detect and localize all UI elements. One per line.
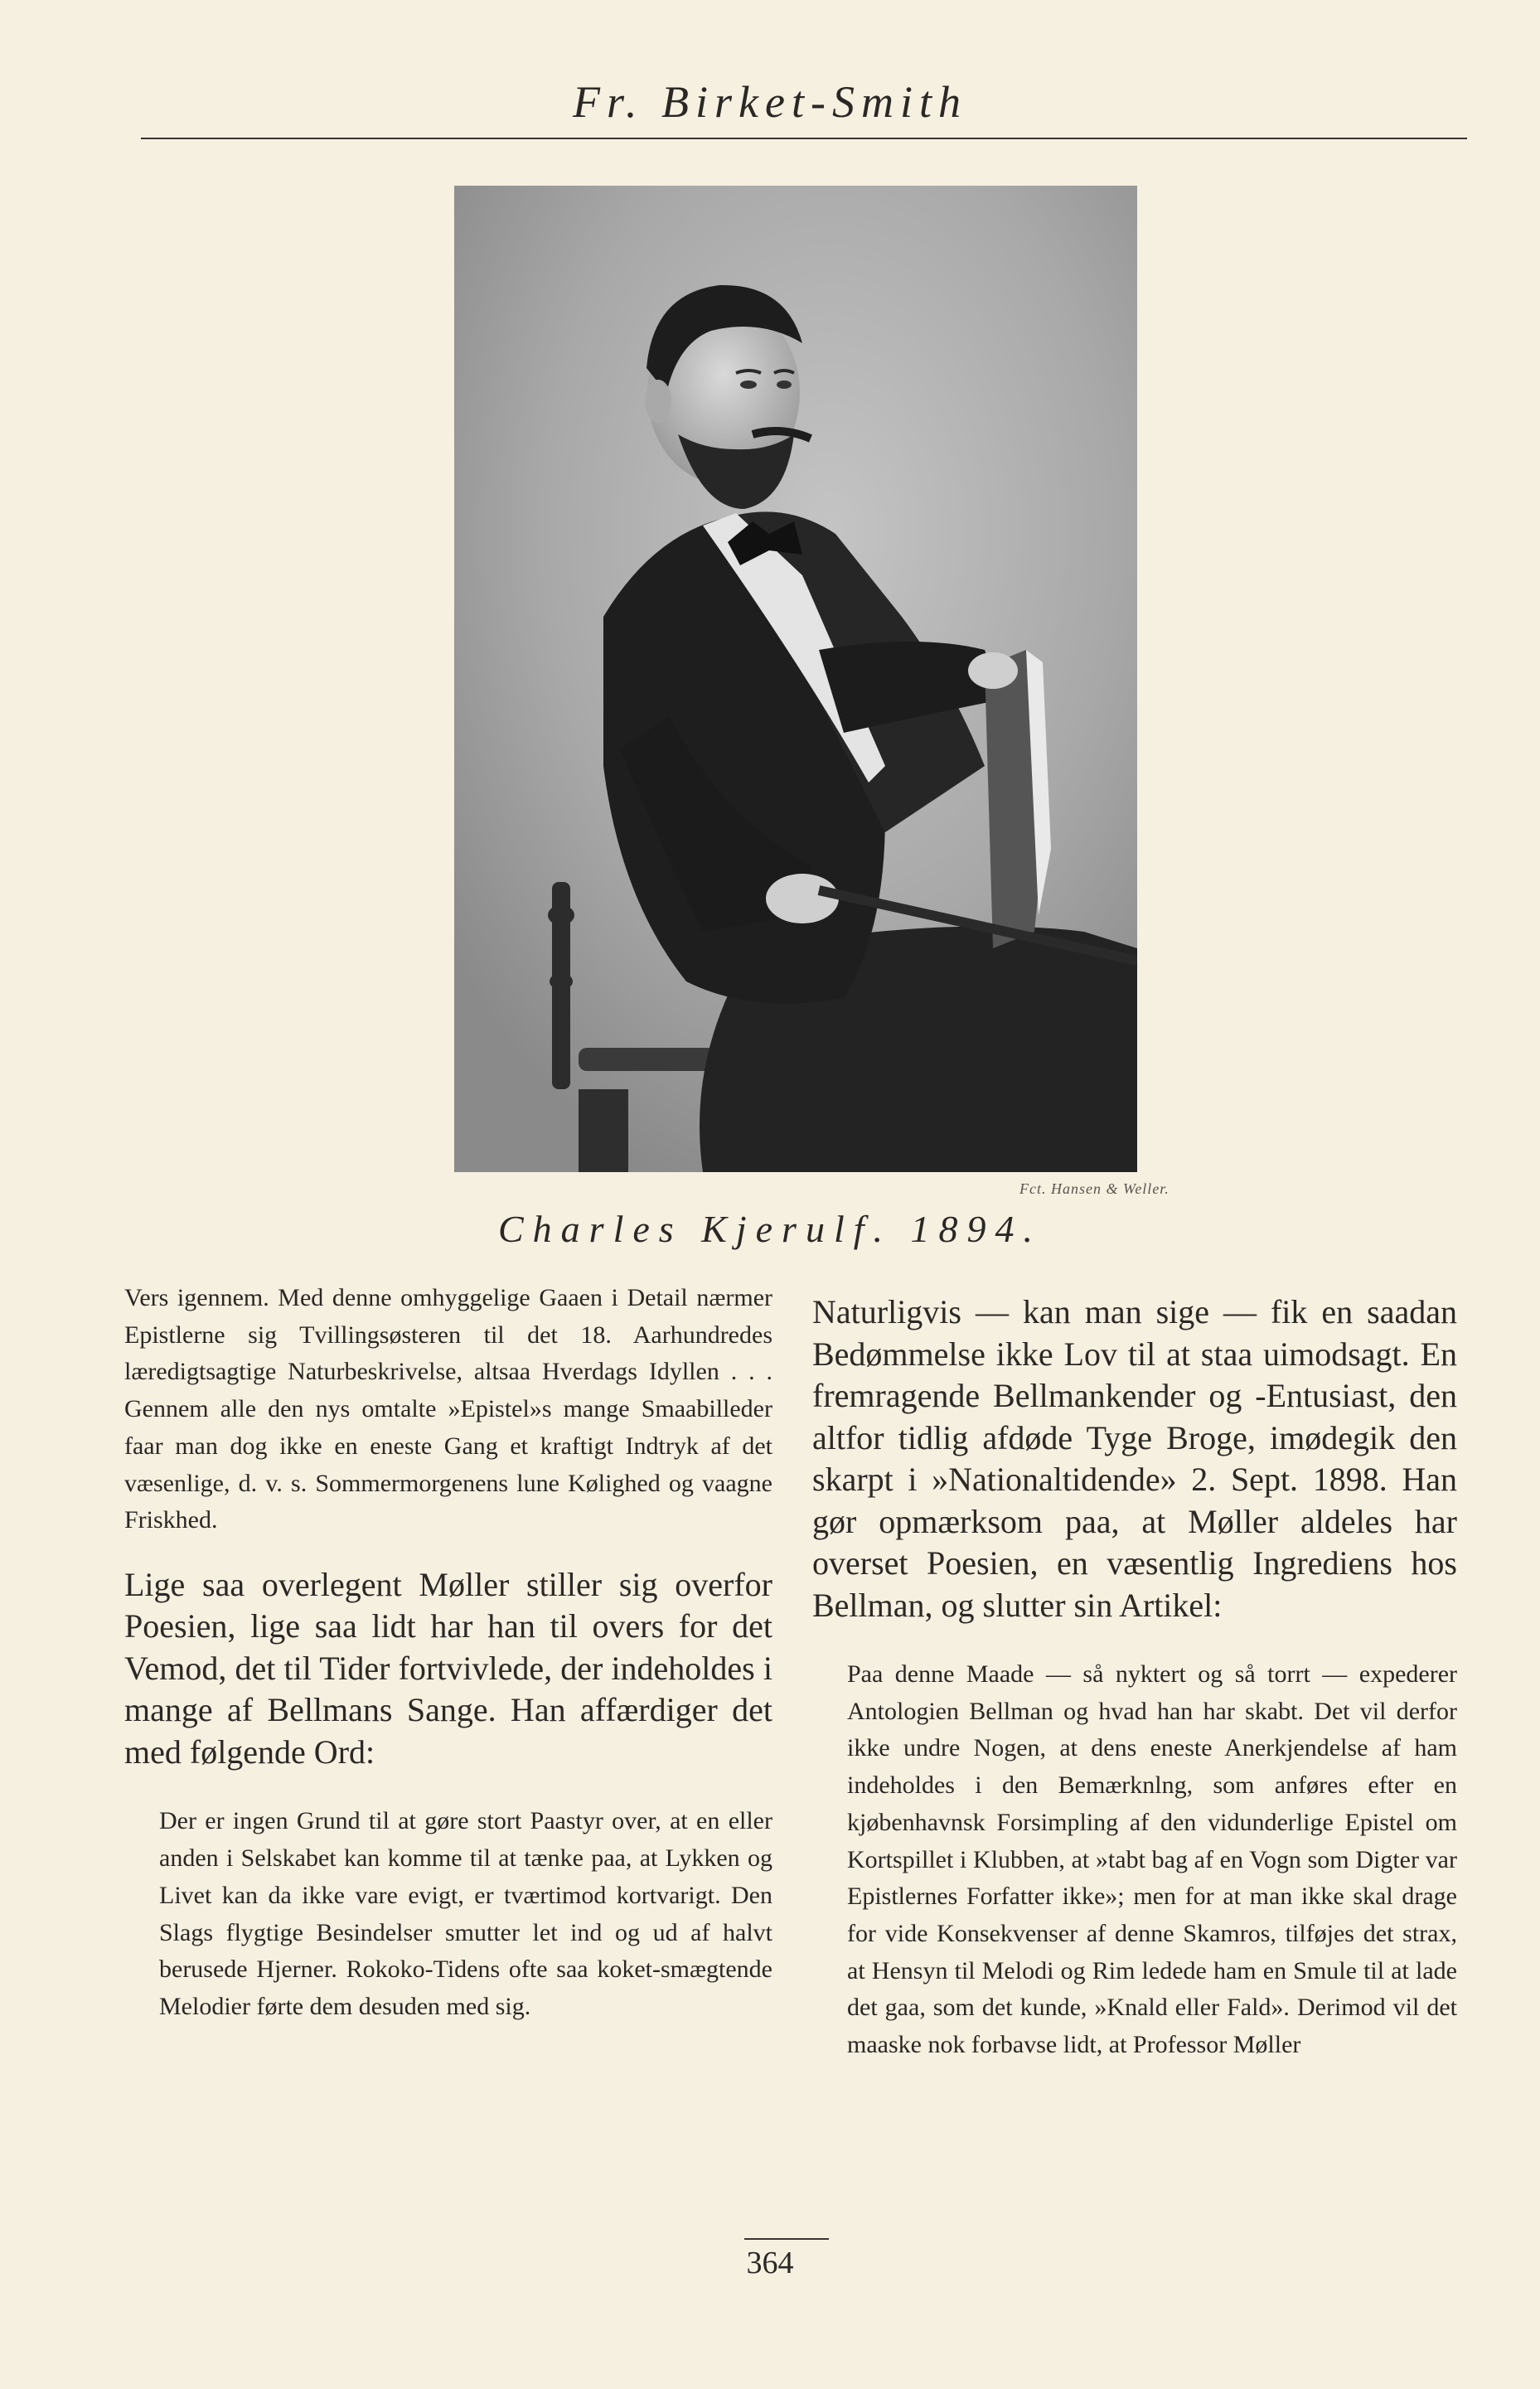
portrait-photograph (454, 186, 1137, 1172)
right-paragraph-1: Naturligvis — kan man sige — fik en saadan Bedømmelse ikke Lov til at staa uimodsagt. En fremragende Bellmankender og -Entusiast, den altfor tidlig afdøde Tyge Broge, imødegik den skarpt i »Nationaltidende» 2. Sept. 1898. Han gør opmærksom paa, at Møller aldeles har overset Poesien, en væsentlig Ingrediens hos Bellman, og slutter sin Artikel: (812, 1293, 1457, 1624)
page-number: 364 (746, 2246, 794, 2280)
portrait-illustration (454, 186, 1137, 1172)
left-column (124, 1280, 772, 2026)
left-paragraph-2: Lige saa overlegent Møller stiller sig overfor Poesien, lige saa lidt har han til overs for det Vemod, det til Tider fortvivlede, der indeholdes i mange af Bellmans Sange. Han affærdiger det med følgende Ord: (124, 1565, 772, 1771)
header-rule (141, 138, 1467, 139)
figure-caption: Charles Kjerulf. 1894. (497, 1208, 1043, 1250)
right-quotation: Paa denne Maade — så nyktert og så torrt — expederer Antologien Bellman og hvad han har skabt. Det vil derfor ikke undre Nogen, at dens eneste Anerkjendelse af ham indeholdes i den Bemærknlng, som anføres efter en kjøbenhavnsk Forsimpling af den vidunderlige Epistel om Kortspillet i Klubben, at »tabt bag af en Vogn som Digter var Epistlernes Forfatter ikke»; men for at man ikke skal drage for vide Konsekvenser af denne Skamros, tilføjes det strax, at Hensyn til Melodi og Rim ledede ham en Smule til at lade det gaa, som det kunde, »Knald eller Fald». Derimod vil det maaske nok forbavse lidt, at Professor Møller (847, 1660, 1457, 2059)
photo-credit: Fct. Hansen & Weller. (1019, 1180, 1170, 1197)
left-paragraph-1: Vers igennem. Med denne omhyggelige Gaaen i Detail nærmer Epistlerne sig Tvillingsøsteren til det 18. Aarhundredes læredigtsagtige Naturbeskrivelse, altsaa Hverdags Idyllen . . . Gennem alle den nys omtalte »Epistel»s mange Smaabilleder faar man dog ikke en eneste Gang et kraftigt Indtryk af det væsenlige, d. v. s. Sommermorgenens lune Kølighed og vaagne Friskhed. (124, 1284, 772, 1534)
right-column (812, 1291, 1457, 2064)
left-quotation: Der er ingen Grund til at gøre stort Paastyr over, at en eller anden i Selskabet kan komme til at tænke paa, at Lykken og Livet kan da ikke vare evigt, er tværtimod kortvarigt. Den Slags flygtige Besindelser smutter let ind og ud af halvt berusede Hjerner. Rokoko-Tidens ofte saa koket-smægtende Melodier førte dem desuden med sig. (159, 1807, 772, 2020)
running-head: Fr. Birket-Smith (573, 77, 967, 127)
page-number-rule (744, 2238, 829, 2240)
